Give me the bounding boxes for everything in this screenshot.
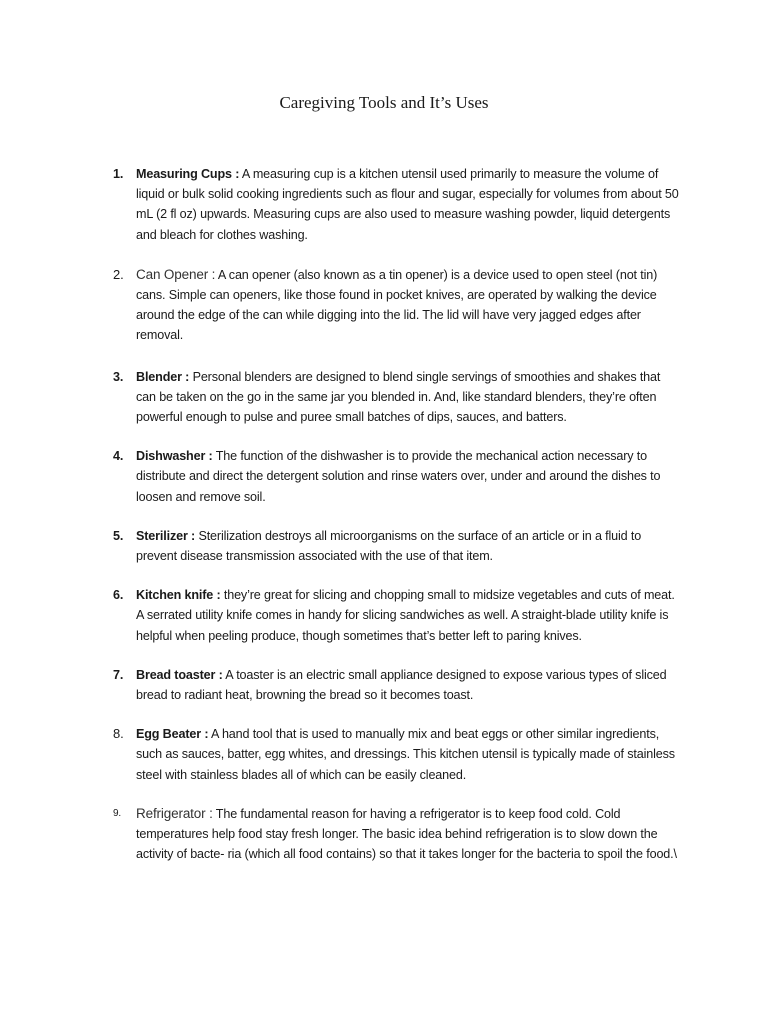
item-number: 2. (113, 266, 124, 282)
item-number: 6. (113, 588, 124, 603)
item-description: The fundamental reason for having a refrigerator is to keep food cold. Cold temperatures help food stay fresh longer. The basic idea behind refrigeration is to slow down the activity of bacte- ria (which all food contains) so that it takes longer for the bacteria to spoil the food.\ (136, 806, 677, 862)
item-description: A toaster is an electric small appliance designed to expose various types of sliced bread to radiant heat, browning the bread so it becomes toast. (136, 667, 667, 703)
list-item-kitchen-knife (109, 585, 679, 646)
list-item-egg-beater (109, 724, 679, 785)
list-item-can-opener (109, 265, 679, 346)
item-term: Egg Beater : (136, 727, 209, 742)
item-number: 9. (113, 807, 122, 819)
item-description: Sterilization destroys all microorganisms on the surface of an article or in a fluid to prevent disease transmission associated with the use of that item. (136, 528, 642, 564)
item-term: Bread toaster : (136, 667, 223, 682)
item-term: Blender : (136, 369, 190, 384)
item-description: A can opener (also known as a tin opener) is a device used to open steel (not tin) cans. Simple can openers, like those found in pocket knives, are operated by walking the device around the edge of the can while digging into the lid. The lid will have very jagged edges after removal. (136, 267, 658, 343)
item-number: 4. (113, 449, 124, 464)
list-item-dishwasher (109, 446, 679, 507)
item-description: A hand tool that is used to manually mix and beat eggs or other similar ingredients, such as sauces, batter, egg whites, and dressings. This kitchen utensil is typically made of stainless steel with stainless blades all of which can be easily cleaned. (136, 727, 675, 782)
item-number: 1. (113, 167, 124, 181)
item-term: Sterilizer : (136, 528, 196, 543)
item-number: 3. (113, 369, 124, 384)
item-description: they’re great for slicing and chopping small to midsize vegetables and cuts of meat. A serrated utility knife comes in handy for slicing sandwiches as well. A straight-blade utility knife is helpful when peeling produce, though sometimes that’s better left to paring knives. (136, 588, 675, 643)
list-item-refrigerator (109, 804, 679, 865)
tools-list (109, 164, 679, 864)
item-term: Measuring Cups : (136, 167, 240, 181)
item-term: Can Opener : (136, 266, 216, 282)
list-item-blender (109, 367, 679, 428)
item-description: Personal blenders are designed to blend single servings of smoothies and shakes that can be taken on the go in the same jar you blended in. And, like standard blenders, they’re often powerful enough to pulse and puree small batches of dips, sauces, and batters. (136, 369, 661, 425)
list-item-bread-toaster (109, 665, 679, 705)
item-number: 7. (113, 667, 124, 682)
item-term: Dishwasher : (136, 449, 213, 464)
page-title: Caregiving Tools and It’s Uses (279, 93, 489, 112)
list-item-sterilizer (109, 526, 679, 566)
list-item-measuring-cups (109, 164, 679, 245)
item-term: Kitchen knife : (136, 588, 221, 603)
item-term: Refrigerator : (136, 805, 213, 821)
item-description: The function of the dishwasher is to provide the mechanical action necessary to distribute and direct the detergent solution and rinse waters over, under and around the dishes to loosen and remove soil. (136, 449, 661, 504)
item-description: A measuring cup is a kitchen utensil used primarily to measure the volume of liquid or bulk solid cooking ingredients such as flour and sugar, especially for volumes from about 50 mL (2 fl oz) upwards. Measuring cups are also used to measure washing powder, liquid detergents and bleach for clothes washing. (136, 167, 679, 242)
item-number: 5. (113, 528, 124, 543)
item-number: 8. (113, 726, 124, 742)
